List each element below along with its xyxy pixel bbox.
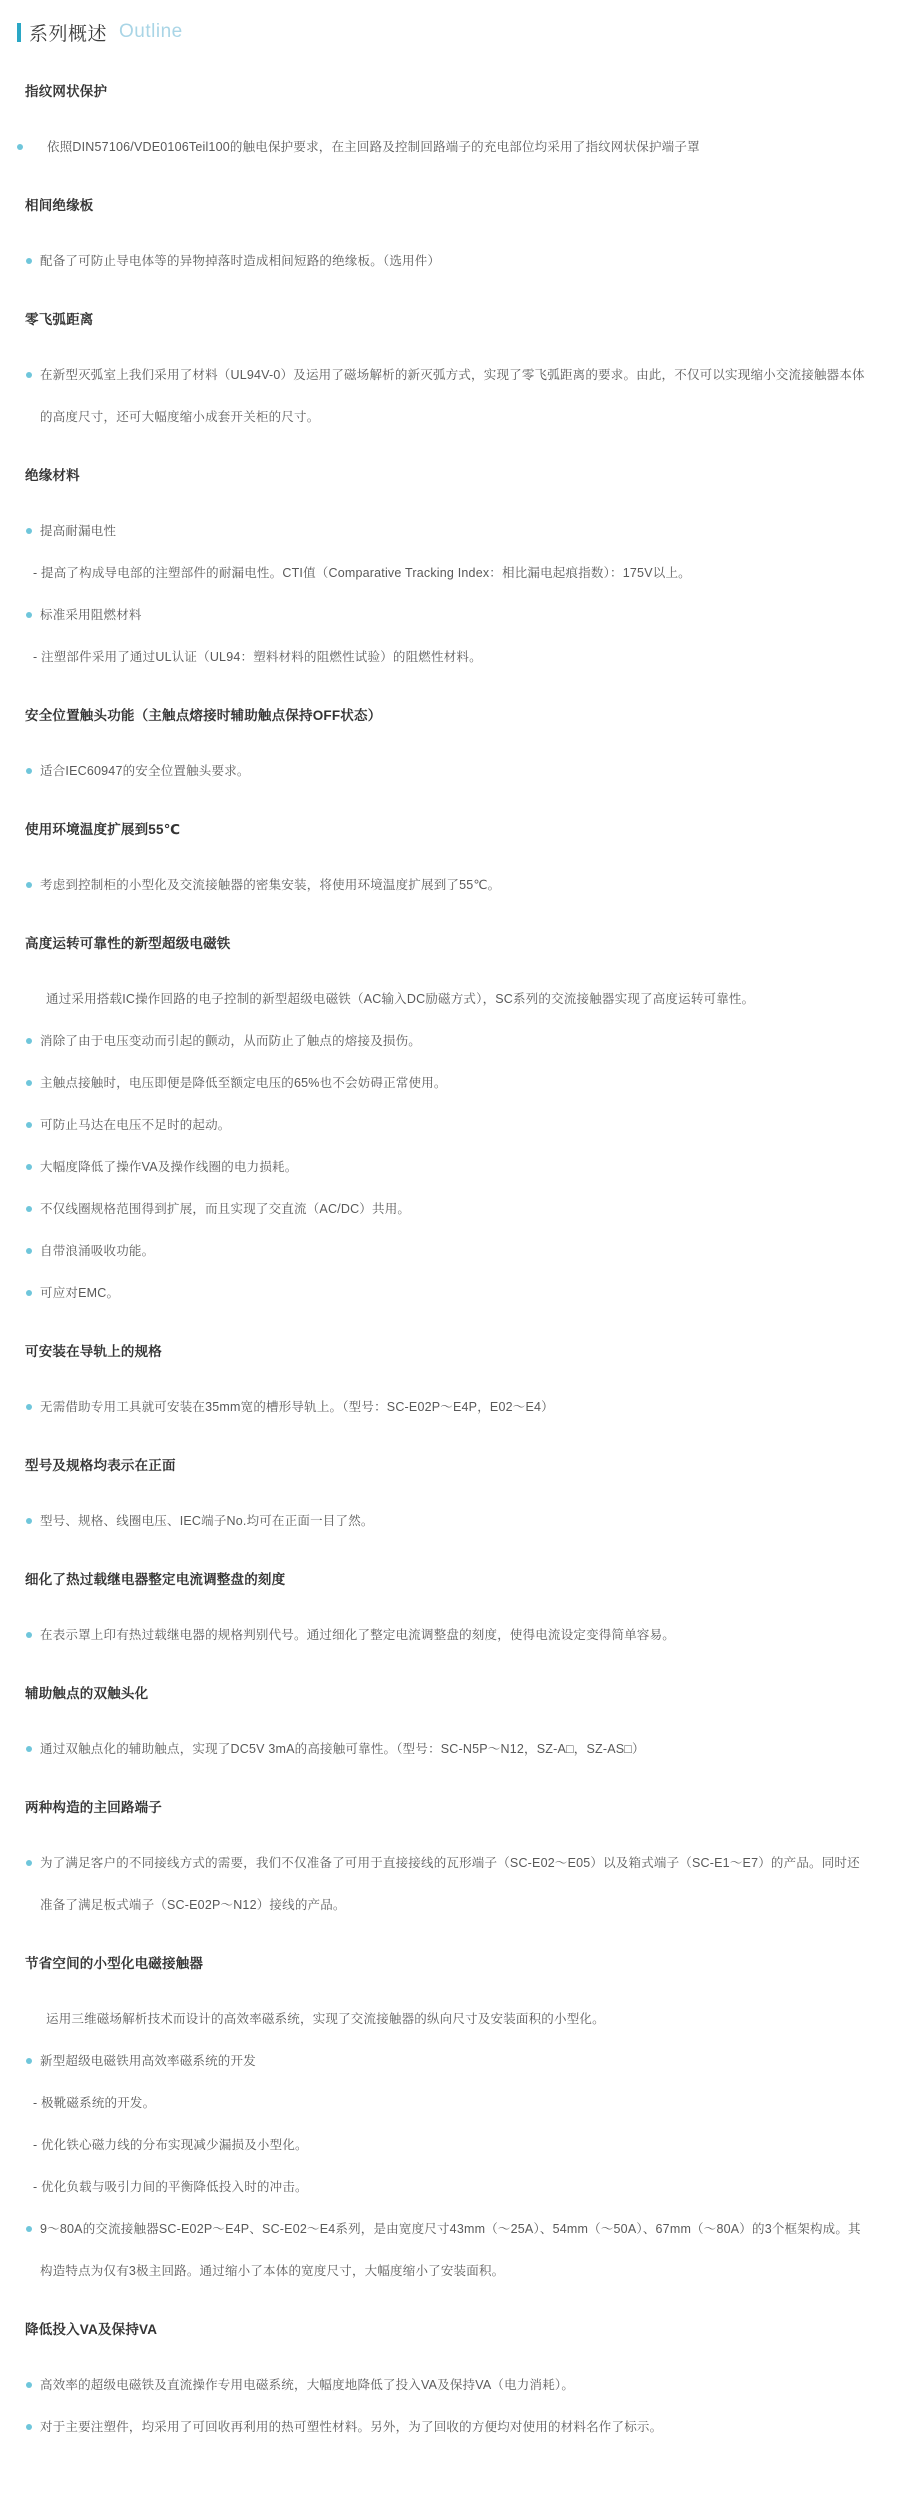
section-items xyxy=(0,510,872,678)
item-bullet xyxy=(0,1188,872,1230)
item-text: 配备了可防止导电体等的异物掉落时造成相间短路的绝缘板。（选用件） xyxy=(40,254,441,268)
bullet-dot-icon xyxy=(17,144,23,150)
item-bullet xyxy=(0,1728,872,1770)
item-bullet xyxy=(0,1500,872,1542)
item-text: 新型超级电磁铁用高效率磁系统的开发 xyxy=(40,2054,256,2068)
section-heading: 辅助触点的双触头化 xyxy=(25,1686,149,1701)
feature-section xyxy=(0,2307,872,2448)
item-bullet xyxy=(0,240,872,282)
section-heading: 绝缘材料 xyxy=(25,468,80,483)
feature-section xyxy=(0,693,872,792)
section-items xyxy=(0,1728,872,1770)
item-text: - 优化负载与吸引力间的平衡降低投入时的冲击。 xyxy=(33,2180,308,2194)
item-sub xyxy=(0,552,872,594)
item-bullet xyxy=(0,510,872,552)
item-sub xyxy=(0,636,872,678)
feature-section xyxy=(0,1941,872,2292)
item-text: 高效率的超级电磁铁及直流操作专用电磁系统，大幅度地降低了投入VA及保持VA（电力消耗）。 xyxy=(40,2378,575,2392)
item-para xyxy=(0,978,872,1020)
bullet-dot-icon xyxy=(26,258,32,264)
item-bullet xyxy=(0,354,872,438)
feature-section xyxy=(0,1671,872,1770)
item-text: 自带浪涌吸收功能。 xyxy=(40,1244,155,1258)
bullet-dot-icon xyxy=(26,1206,32,1212)
item-sub xyxy=(0,2082,872,2124)
section-items xyxy=(0,354,872,438)
item-bullet xyxy=(0,1230,872,1272)
item-text: - 提高了构成导电部的注塑部件的耐漏电性。CTI值（Comparative Tracking Index：相比漏电起痕指数）：175V以上。 xyxy=(33,566,691,580)
feature-section xyxy=(0,1329,872,1428)
bullet-dot-icon xyxy=(26,372,32,378)
section-items xyxy=(0,2364,872,2448)
feature-section xyxy=(0,453,872,678)
bullet-dot-icon xyxy=(26,1746,32,1752)
bullet-dot-icon xyxy=(26,1518,32,1524)
section-heading: 安全位置触头功能（主触点熔接时辅助触点保持OFF状态） xyxy=(25,708,382,723)
section-heading: 指纹网状保护 xyxy=(25,84,108,99)
item-bullet xyxy=(0,1272,872,1314)
item-text: 9～80A的交流接触器SC-E02P～E4P、SC-E02～E4系列，是由宽度尺寸43mm（～25A）、54mm（～50A）、67mm（～80A）的3个框架构成。其构造特点为仅有3极主回路。通过缩小了本体的宽度尺寸，大幅度缩小了安装面积。 xyxy=(40,2222,861,2278)
section-items xyxy=(0,978,872,1314)
page-title-en: Outline xyxy=(119,21,183,42)
item-bullet xyxy=(0,1104,872,1146)
bullet-dot-icon xyxy=(26,612,32,618)
section-items xyxy=(0,1500,872,1542)
bullet-dot-icon xyxy=(26,2382,32,2388)
feature-section xyxy=(0,297,872,438)
feature-section xyxy=(0,183,872,282)
item-bullet xyxy=(0,750,872,792)
bullet-dot-icon xyxy=(26,2424,32,2430)
item-text: - 优化铁心磁力线的分布实现减少漏损及小型化。 xyxy=(33,2138,308,2152)
item-sub xyxy=(0,2166,872,2208)
item-text: 运用三维磁场解析技术而设计的高效率磁系统，实现了交流接触器的纵向尺寸及安装面积的小型化。 xyxy=(46,2012,605,2026)
bullet-dot-icon xyxy=(26,528,32,534)
section-items xyxy=(0,864,872,906)
bullet-dot-icon xyxy=(26,1404,32,1410)
section-heading: 相间绝缘板 xyxy=(25,198,94,213)
section-heading: 使用环境温度扩展到55℃ xyxy=(25,822,181,837)
item-bullet xyxy=(0,2208,872,2292)
bullet-dot-icon xyxy=(26,1164,32,1170)
item-text: 可应对EMC。 xyxy=(40,1286,120,1300)
section-heading: 节省空间的小型化电磁接触器 xyxy=(25,1956,204,1971)
sections-container xyxy=(0,69,872,2448)
section-items xyxy=(0,126,872,168)
item-text: 可防止马达在电压不足时的起动。 xyxy=(40,1118,231,1132)
item-bullet xyxy=(0,1062,872,1104)
bullet-dot-icon xyxy=(26,1632,32,1638)
feature-section xyxy=(0,1443,872,1542)
bullet-dot-icon xyxy=(26,882,32,888)
section-heading: 两种构造的主回路端子 xyxy=(25,1800,162,1815)
item-bullet xyxy=(0,594,872,636)
item-text: 对于主要注塑件，均采用了可回收再利用的热可塑性材料。另外，为了回收的方便均对使用的材料名作了标示。 xyxy=(40,2420,663,2434)
item-text: 通过双触点化的辅助触点，实现了DC5V 3mA的高接触可靠性。（型号：SC-N5P～N12，SZ-A□，SZ-AS□） xyxy=(40,1742,645,1756)
section-heading: 零飞弧距离 xyxy=(25,312,94,327)
feature-section xyxy=(0,1785,872,1926)
item-text: 标准采用阻燃材料 xyxy=(40,608,142,622)
bullet-dot-icon xyxy=(26,1860,32,1866)
item-text: 大幅度降低了操作VA及操作线圈的电力损耗。 xyxy=(40,1160,298,1174)
section-heading: 型号及规格均表示在正面 xyxy=(25,1458,176,1473)
item-bullet xyxy=(0,864,872,906)
item-bullet xyxy=(0,1146,872,1188)
accent-bar-icon xyxy=(17,23,21,42)
item-sub xyxy=(0,2124,872,2166)
item-bullet xyxy=(0,1386,872,1428)
section-heading: 可安装在导轨上的规格 xyxy=(25,1344,162,1359)
bullet-dot-icon xyxy=(26,1080,32,1086)
item-para xyxy=(0,1998,872,2040)
item-bullet xyxy=(0,2364,872,2406)
item-bullet xyxy=(0,1614,872,1656)
item-bullet xyxy=(0,2040,872,2082)
item-bullet xyxy=(0,1020,872,1062)
feature-section xyxy=(0,921,872,1314)
section-items xyxy=(0,240,872,282)
bullet-dot-icon xyxy=(26,1122,32,1128)
section-header xyxy=(0,10,872,54)
item-text: - 极靴磁系统的开发。 xyxy=(33,2096,156,2110)
bullet-dot-icon xyxy=(26,1248,32,1254)
feature-section xyxy=(0,1557,872,1656)
item-text: - 注塑部件采用了通过UL认证（UL94：塑料材料的阻燃性试验）的阻燃性材料。 xyxy=(33,650,482,664)
item-text: 不仅线圈规格范围得到扩展，而且实现了交直流（AC/DC）共用。 xyxy=(40,1202,411,1216)
item-text: 型号、规格、线圈电压、IEC端子No.均可在正面一目了然。 xyxy=(40,1514,374,1528)
page-title-zh: 系列概述 xyxy=(29,23,108,45)
item-text: 无需借助专用工具就可安装在35mm宽的槽形导轨上。（型号：SC-E02P～E4P，E02～E4） xyxy=(40,1400,554,1414)
item-text: 考虑到控制柜的小型化及交流接触器的密集安装，将使用环境温度扩展到了55℃。 xyxy=(40,878,501,892)
item-text: 在新型灭弧室上我们采用了材料（UL94V-0）及运用了磁场解析的新灭弧方式，实现了零飞弧距离的要求。由此，不仅可以实现缩小交流接触器本体的高度尺寸，还可大幅度缩小成套开关柜的尺寸。 xyxy=(40,368,865,424)
bullet-dot-icon xyxy=(26,1290,32,1296)
bullet-dot-icon xyxy=(26,768,32,774)
item-text: 依照DIN57106/VDE0106Teil100的触电保护要求，在主回路及控制回路端子的充电部位均采用了指纹网状保护端子罩 xyxy=(47,140,700,154)
feature-section xyxy=(0,807,872,906)
section-heading: 细化了热过载继电器整定电流调整盘的刻度 xyxy=(25,1572,286,1587)
item-text: 主触点接触时，电压即便是降低至额定电压的65%也不会妨碍正常使用。 xyxy=(40,1076,447,1090)
item-text: 在表示罩上印有热过载继电器的规格判别代号。通过细化了整定电流调整盘的刻度，使得电流设定变得简单容易。 xyxy=(40,1628,676,1642)
item-text: 适合IEC60947的安全位置触头要求。 xyxy=(40,764,250,778)
item-bullet xyxy=(0,2406,872,2448)
item-bullet-wide xyxy=(0,126,872,168)
section-items xyxy=(0,1614,872,1656)
feature-section xyxy=(0,69,872,168)
section-heading: 高度运转可靠性的新型超级电磁铁 xyxy=(25,936,231,951)
bullet-dot-icon xyxy=(26,2058,32,2064)
item-text: 为了满足客户的不同接线方式的需要，我们不仅准备了可用于直接接线的瓦形端子（SC-E02～E05）以及箱式端子（SC-E1～E7）的产品。同时还准备了满足板式端子（SC-E02P～N12）接线的产品。 xyxy=(40,1856,860,1912)
bullet-dot-icon xyxy=(26,2226,32,2232)
section-items xyxy=(0,1998,872,2292)
section-items xyxy=(0,750,872,792)
section-items xyxy=(0,1842,872,1926)
section-items xyxy=(0,1386,872,1428)
section-heading: 降低投入VA及保持VA xyxy=(25,2322,158,2337)
item-text: 通过采用搭载IC操作回路的电子控制的新型超级电磁铁（AC输入DC励磁方式），SC系列的交流接触器实现了高度运转可靠性。 xyxy=(46,992,755,1006)
item-bullet xyxy=(0,1842,872,1926)
bullet-dot-icon xyxy=(26,1038,32,1044)
item-text: 提高耐漏电性 xyxy=(40,524,117,538)
item-text: 消除了由于电压变动而引起的颤动，从而防止了触点的熔接及损伤。 xyxy=(40,1034,422,1048)
